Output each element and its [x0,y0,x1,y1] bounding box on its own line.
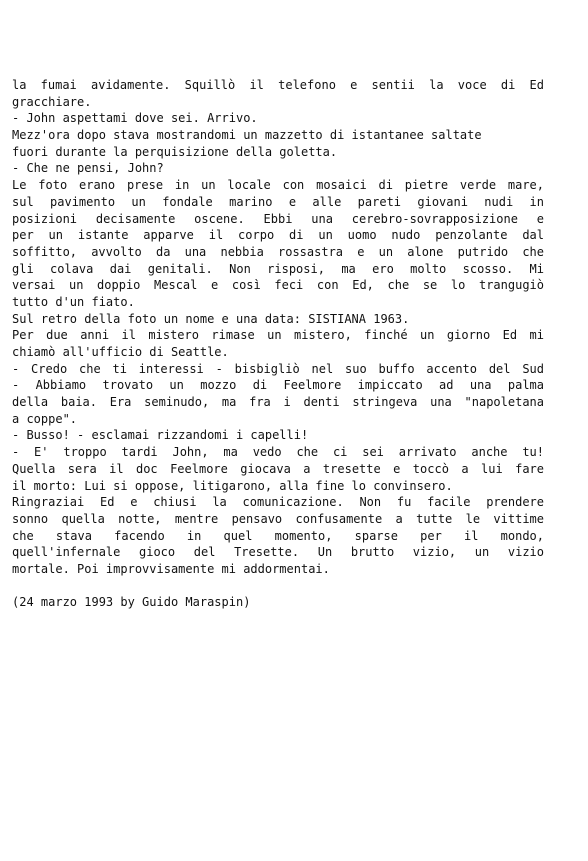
text-line: gli colava dai genitali. Non risposi, ma ero molto scosso. Mi [12,261,544,276]
text-line: Per due anni il mistero rimase un mistero, finché un giorno Ed mi [12,328,544,343]
text-line: Ringraziai Ed e chiusi la comunicazione. Non fu facile prendere [12,495,544,510]
text-line: gracchiare. [12,94,92,109]
text-line: Mezz'ora dopo stava mostrandomi un mazzetto di istantanee saltate [12,128,482,143]
text-line: posizioni decisamente oscene. Ebbi una cerebro-sovrapposizione e [12,211,544,226]
text-line: sul pavimento un fondale marino e alle pareti giovani nudi in [12,194,544,209]
text-line: a coppe". [12,411,78,426]
text-line: sonno quella notte, mentre pensavo confusamente a tutte le vittime [12,511,544,526]
text-line: - E' troppo tardi John, ma vedo che ci sei arrivato anche tu! [12,445,544,460]
blank-line [12,578,544,595]
text-line: fuori durante la perquisizione della goletta. [12,144,338,159]
text-line: - Abbiamo trovato un mozzo di Feelmore impiccato ad una palma [12,378,544,393]
text-line: della baia. Era seminudo, ma fra i denti stringeva una "napoletana [12,395,544,410]
text-line: soffitto, avvolto da una nebbia rossastra e un alone putrido che [12,244,544,259]
text-line: chiamò all'ufficio di Seattle. [12,345,229,359]
text-line: (24 marzo 1993 by Guido Maraspin) [12,595,251,610]
text-line: che stava facendo in quel momento, sparse per il mondo, [12,528,544,543]
text-line: tutto d'un fiato. [12,294,135,309]
text-line: versai un doppio Mescal e così feci con Ed, che se lo trangugiò [12,278,544,293]
text-line: Quella sera il doc Feelmore giocava a tresette e toccò a lui fare [12,461,544,476]
text-line: per un istante apparve il corpo di un uomo nudo penzolante dal [12,228,544,243]
text-line: il morto: Lui si oppose, litigarono, alla fine lo convinsero. [12,478,453,493]
text-line: Sul retro della foto un nome e una data: SISTIANA 1963. [12,311,410,326]
text-line: - John aspettami dove sei. Arrivo. [12,111,258,126]
text-line: - Che ne pensi, John? [12,161,164,176]
text-line: mortale. Poi improvvisamente mi addormentai. [12,561,330,576]
text-line: quell'infernale gioco del Tresette. Un brutto vizio, un vizio [12,545,544,560]
text-line: - Credo che ti interessi - bisbigliò nel suo buffo accento del Sud [12,361,544,376]
text-line: Le foto erano prese in un locale con mosaici di pietre verde mare, [12,178,544,193]
text-line: - Busso! - esclamai rizzandomi i capelli! [12,428,309,443]
text-line: la fumai avidamente. Squillò il telefono e sentii la voce di Ed [12,78,544,92]
document-body [12,77,544,611]
